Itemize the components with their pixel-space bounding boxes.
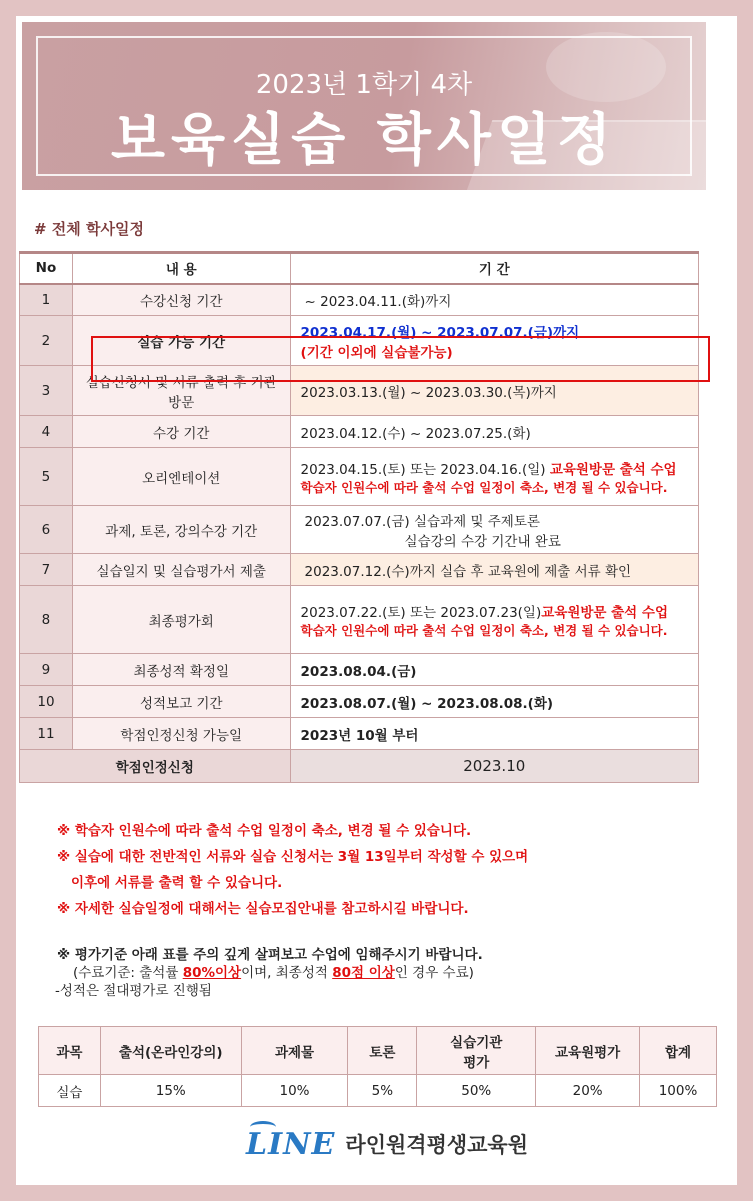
row-content: 성적보고 기간 xyxy=(72,686,290,718)
period-line: 2023.04.17.(월) ~ 2023.07.07.(금)까지 xyxy=(300,324,580,341)
grade-header: 토론 xyxy=(348,1027,417,1075)
row-period xyxy=(290,586,698,654)
header-banner xyxy=(22,22,706,190)
section-title: # 전체 학사일정 xyxy=(34,220,144,238)
period-line xyxy=(301,601,688,621)
logo-arc-icon xyxy=(250,1121,276,1133)
note-item: ※ 학습자 인원수에 따라 출석 수업 일정이 축소, 변경 될 수 있습니다. xyxy=(57,823,472,839)
row-period: 2023.07.12.(수)까지 실습 후 교육원에 제출 서류 확인 xyxy=(290,554,698,586)
criteria-text: (수료기준: 출석률 xyxy=(73,965,183,981)
criteria-title: ※ 평가기준 아래 표를 주의 깊게 살펴보고 수업에 임해주시기 바랍니다. xyxy=(57,947,483,963)
period-line xyxy=(301,458,688,478)
row-content: 실습 가능 기간 xyxy=(72,316,290,366)
row-period: 2023.03.13.(월) ~ 2023.03.30.(목)까지 xyxy=(290,366,698,416)
period-date: 2023.04.15.(토) 또는 2023.04.16.(일) xyxy=(300,461,550,478)
row-content: 과제, 토론, 강의수강 기간 xyxy=(72,506,290,554)
grade-cell: 50% xyxy=(417,1075,536,1107)
grade-cell: 실습 xyxy=(39,1075,101,1107)
row-content: 실습일지 및 실습평가서 제출 xyxy=(72,554,290,586)
table-row xyxy=(20,718,699,750)
grade-cell: 100% xyxy=(640,1075,717,1107)
row-no: 3 xyxy=(20,366,73,416)
grade-cell: 15% xyxy=(100,1075,241,1107)
grade-cell: 5% xyxy=(348,1075,417,1107)
row-no: 11 xyxy=(20,718,73,750)
grade-header: 실습기관 평가 xyxy=(417,1027,536,1075)
grade-header: 합계 xyxy=(640,1027,717,1075)
grade-table xyxy=(38,1026,717,1107)
row-content: 학점인정신청 가능일 xyxy=(72,718,290,750)
period-note: 교육원방문 출석 수업 xyxy=(541,604,669,621)
table-footer-row xyxy=(20,750,699,783)
criteria-highlight: 80점 이상 xyxy=(332,965,395,981)
period-line: 2023.07.07.(금) 실습과제 및 주제토론 xyxy=(304,513,540,530)
row-period: 2023년 10월 부터 xyxy=(290,718,698,750)
row-no: 10 xyxy=(20,686,73,718)
grade-header: 과목 xyxy=(39,1027,101,1075)
row-no: 8 xyxy=(20,586,73,654)
row-no: 4 xyxy=(20,416,73,448)
row-content: 수강 기간 xyxy=(72,416,290,448)
table-row xyxy=(20,686,699,718)
row-period: 2023.08.07.(월) ~ 2023.08.08.(화) xyxy=(290,686,698,718)
period-warning: 학습자 인원수에 따라 출석 수업 일정이 축소, 변경 될 수 있습니다. xyxy=(300,479,668,495)
row-no: 6 xyxy=(20,506,73,554)
grade-header-row xyxy=(39,1027,717,1075)
logo-mark-text: LINE xyxy=(246,1126,336,1162)
table-row xyxy=(20,554,699,586)
grade-header: 출석(온라인강의) xyxy=(100,1027,241,1075)
note-item: ※ 자세한 실습일정에 대해서는 실습모집안내를 참고하시길 바랍니다. xyxy=(57,901,469,917)
row-period xyxy=(290,448,698,506)
row-no: 9 xyxy=(20,654,73,686)
table-row xyxy=(20,586,699,654)
criteria-text: 인 경우 수료) xyxy=(394,965,474,981)
table-row xyxy=(20,416,699,448)
row-period: ~ 2023.04.11.(화)까지 xyxy=(290,284,698,316)
row-no: 2 xyxy=(20,316,73,366)
schedule-table xyxy=(19,251,699,783)
row-period xyxy=(290,316,698,366)
row-period: 2023.04.12.(수) ~ 2023.07.25.(화) xyxy=(290,416,698,448)
table-row xyxy=(39,1075,717,1107)
table-row xyxy=(20,284,699,316)
table-row xyxy=(20,506,699,554)
notes xyxy=(57,818,528,922)
period-warning: 학습자 인원수에 따라 출석 수업 일정이 축소, 변경 될 수 있습니다. xyxy=(300,622,668,638)
grade-cell: 10% xyxy=(241,1075,348,1107)
period-line: 실습강의 수강 기간내 완료 xyxy=(404,533,561,550)
line-logo-mark xyxy=(246,1127,335,1162)
row-content: 실습신청서 및 서류 출력 후 기관 방문 xyxy=(72,366,290,416)
period-warning: (기간 이외에 실습불가능) xyxy=(300,344,453,361)
logo xyxy=(246,1124,528,1164)
banner-title: 보육실습 학사일정 xyxy=(110,108,618,173)
row-content: 수강신청 기간 xyxy=(72,284,290,316)
header-no: No xyxy=(20,253,73,284)
table-row xyxy=(20,366,699,416)
footer-value: 2023.10 xyxy=(290,750,698,783)
row-no: 7 xyxy=(20,554,73,586)
header-content: 내 용 xyxy=(72,253,290,284)
period-note: 교육원방문 출석 수업 xyxy=(549,461,677,478)
row-no: 5 xyxy=(20,448,73,506)
row-content: 최종평가회 xyxy=(72,586,290,654)
row-content: 최종성적 확정일 xyxy=(72,654,290,686)
period-date: 2023.07.22.(토) 또는 2023.07.23(일) xyxy=(300,604,542,621)
row-period xyxy=(290,506,698,554)
row-period: 2023.08.04.(금) xyxy=(290,654,698,686)
grade-header: 과제물 xyxy=(241,1027,348,1075)
footer-label: 학점인정신청 xyxy=(20,750,291,783)
table-row xyxy=(20,448,699,506)
evaluation-criteria xyxy=(57,946,483,1000)
row-no: 1 xyxy=(20,284,73,316)
table-row xyxy=(20,316,699,366)
row-content: 오리엔테이션 xyxy=(72,448,290,506)
note-item: 이후에 서류를 출력 할 수 있습니다. xyxy=(71,875,283,891)
criteria-note: -성적은 절대평가로 진행됨 xyxy=(55,983,212,999)
note-item: ※ 실습에 대한 전반적인 서류와 실습 신청서는 3월 13일부터 작성할 수 있으며 xyxy=(57,849,529,865)
header-period: 기 간 xyxy=(290,253,698,284)
grade-cell: 20% xyxy=(536,1075,640,1107)
table-row xyxy=(20,654,699,686)
grade-header: 교육원평가 xyxy=(536,1027,640,1075)
criteria-text: 이며, 최종성적 xyxy=(241,965,333,981)
criteria-completion xyxy=(57,964,483,982)
logo-name: 라인원격평생교육원 xyxy=(345,1133,528,1157)
criteria-highlight: 80%이상 xyxy=(182,965,242,981)
banner-subtitle: 2023년 1학기 4차 xyxy=(255,70,473,100)
